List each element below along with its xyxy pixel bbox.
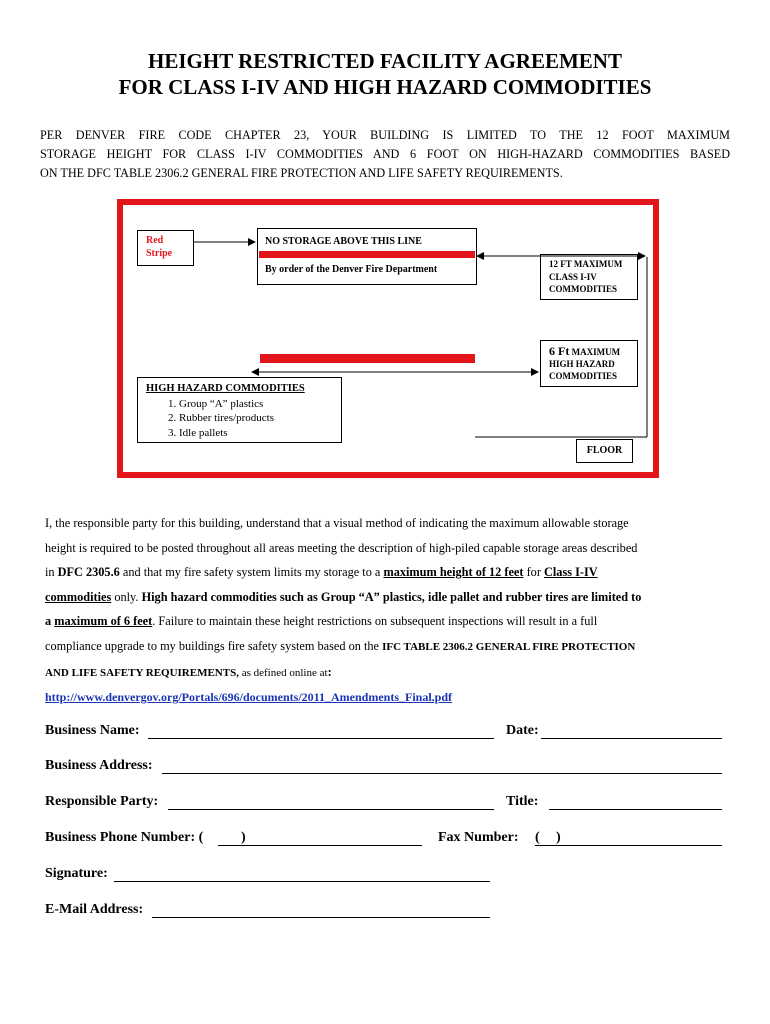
agreement-text: in: [45, 565, 58, 580]
agreement-line: [45, 585, 730, 610]
fax-field[interactable]: [535, 845, 722, 846]
agreement-text: as defined online at: [238, 666, 328, 679]
business-address-label: Business Address:: [45, 758, 153, 773]
intro-line: ON THE DFC TABLE 2306.2 GENERAL FIRE PROTECTION AND LIFE SAFETY REQUIREMENTS.: [40, 166, 563, 180]
red-stripe-line: Red: [146, 235, 164, 246]
max6-line: HIGH HAZARD: [549, 359, 615, 369]
max-height-12: maximum height of 12 feet: [383, 565, 524, 580]
agreement-line: [45, 634, 730, 660]
fax-close-paren: ): [556, 830, 561, 845]
title-field[interactable]: [549, 809, 722, 810]
agreement-line: [45, 685, 730, 710]
max6-line: COMMODITIES: [549, 371, 618, 381]
red-stripe-line: Stripe: [146, 248, 173, 259]
page-title: [0, 48, 770, 100]
title-label: Title:: [506, 794, 539, 809]
hh-item: 2. Rubber tires/products: [168, 412, 275, 424]
business-phone-field[interactable]: [218, 845, 422, 846]
dfc-ref: DFC 2305.6: [57, 565, 120, 580]
max12-line: COMMODITIES: [549, 284, 618, 294]
fax-label: Fax Number:: [438, 830, 519, 845]
agreement-text: for: [523, 565, 544, 580]
intro-line: STORAGE HEIGHT FOR CLASS I-IV COMMODITIES AND 6 FOOT ON HIGH-HAZARD COMMODITIES BASED: [40, 147, 730, 161]
intro-paragraph: [40, 126, 730, 183]
ifc-table-ref-cont: AND LIFE SAFETY REQUIREMENTS,: [45, 666, 239, 679]
class-ref: Class I-IV: [544, 565, 598, 580]
responsible-party-field[interactable]: [168, 809, 494, 810]
email-field[interactable]: [152, 917, 490, 918]
date-label: Date:: [506, 723, 539, 738]
hh-item: 1. Group “A” plastics: [168, 397, 264, 410]
high-hazard-limit: High hazard commodities such as Group “A” plastics, idle pallet and rubber tires are limited to: [141, 589, 642, 604]
agreement-line: I, the responsible party for this building, understand that a visual method of indicating the maximum allowable storage: [45, 516, 629, 530]
agreement-text: only.: [111, 589, 142, 604]
high-hazard-box: [137, 377, 342, 443]
fax-open-paren: (: [535, 830, 540, 845]
agreement-text: compliance upgrade to my buildings fire safety system based on the: [45, 638, 383, 653]
ifc-table-ref: IFC TABLE 2306.2 GENERAL FIRE PROTECTION: [382, 640, 636, 653]
hh-item: 3. Idle pallets: [168, 426, 228, 439]
agreement-line: [45, 660, 730, 686]
agreement-line: [45, 560, 730, 585]
signature-label: Signature:: [45, 866, 108, 881]
agreement-text: a: [45, 614, 55, 629]
title-line-1: HEIGHT RESTRICTED FACILITY AGREEMENT: [148, 49, 622, 73]
date-field[interactable]: [541, 738, 722, 739]
responsible-party-label: Responsible Party:: [45, 794, 159, 809]
commodities-ref: commodities: [45, 589, 112, 604]
agreement-paragraph: [45, 511, 730, 710]
max-6ft-ref: maximum of 6 feet: [54, 614, 153, 629]
business-phone-label: Business Phone Number: (: [45, 830, 204, 845]
signature-field[interactable]: [114, 881, 490, 882]
business-address-field[interactable]: [162, 773, 722, 774]
email-label: E-Mail Address:: [45, 902, 144, 917]
agreement-line: height is required to be posted throughout all areas meeting the description of high-piled capable storage areas described: [45, 540, 638, 555]
title-line-2: FOR CLASS I-IV AND HIGH HAZARD COMMODITIES: [118, 75, 652, 99]
amendments-link[interactable]: http://www.denvergov.org/Portals/696/documents/2011_Amendments_Final.pdf: [45, 690, 453, 705]
agreement-text: . Failure to maintain these height restrictions on subsequent inspections will result in a full: [152, 614, 598, 629]
max12-line: CLASS I-IV: [549, 271, 597, 282]
agreement-text: and that my fire safety system limits my storage to a: [119, 565, 384, 580]
business-name-field[interactable]: [148, 738, 494, 739]
hh-title: HIGH HAZARD COMMODITIES: [146, 383, 305, 394]
intro-line: PER DENVER FIRE CODE CHAPTER 23, YOUR BUILDING IS LIMITED TO THE 12 FOOT MAXIMUM: [40, 128, 730, 142]
agreement-line: [45, 609, 730, 634]
no-storage-text: NO STORAGE ABOVE THIS LINE: [265, 236, 422, 247]
agreement-colon: :: [327, 664, 332, 679]
business-name-label: Business Name:: [45, 723, 140, 738]
max12-line: 12 FT MAXIMUM: [549, 259, 623, 269]
max6-word: MAXIMUM: [571, 347, 621, 357]
max6-num: 6 Ft: [549, 344, 570, 358]
phone-close-paren: ): [241, 830, 246, 845]
floor-label: FLOOR: [576, 439, 633, 463]
by-order-text: By order of the Denver Fire Department: [265, 264, 438, 275]
